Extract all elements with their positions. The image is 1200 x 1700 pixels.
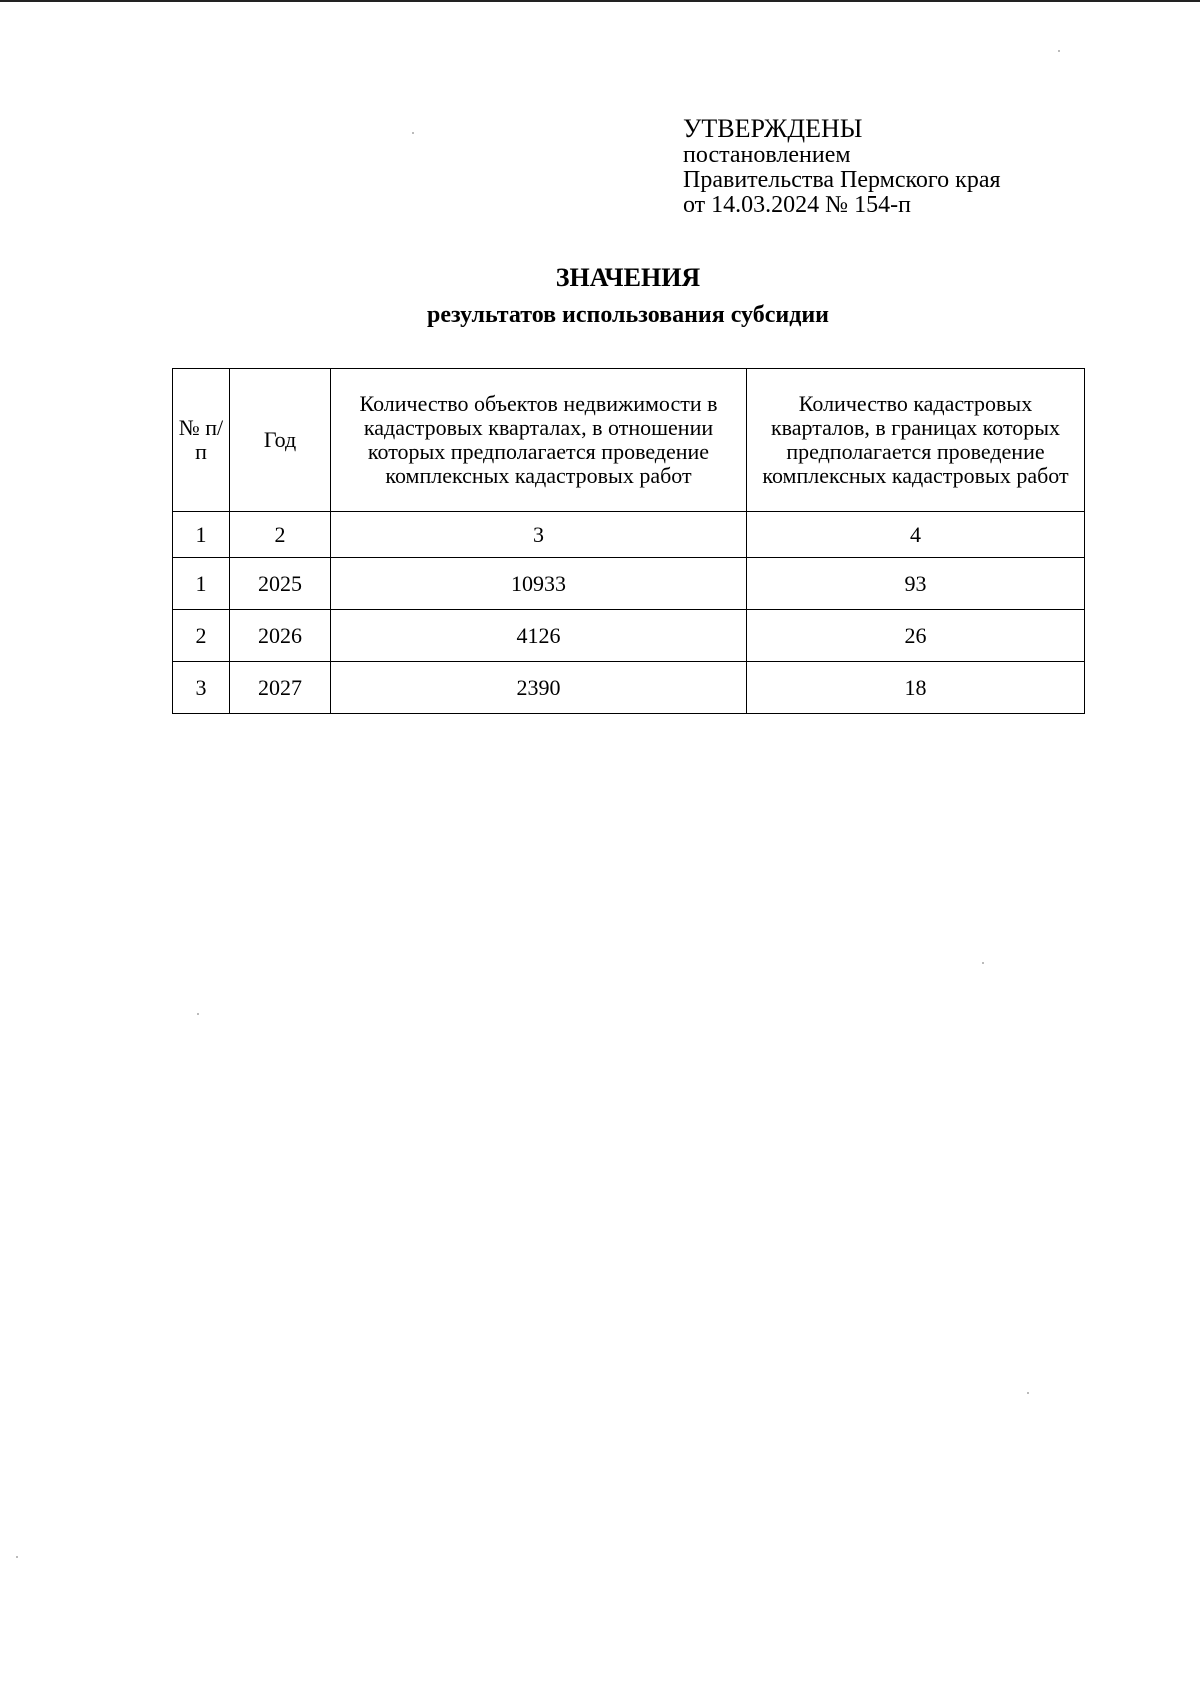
- approval-title: УТВЕРЖДЕНЫ: [683, 114, 863, 143]
- row-objects-cell: 4126: [331, 610, 747, 662]
- approval-line-decree: постановлением: [683, 142, 851, 168]
- scan-speck: [1027, 1392, 1029, 1394]
- document-subtitle: результатов использования субсидии: [426, 302, 830, 328]
- row-objects-cell: 10933: [331, 558, 747, 610]
- scan-speck: [982, 962, 984, 964]
- row-year-cell: 2026: [230, 610, 331, 662]
- table-row: [173, 610, 1085, 662]
- column-number-cell: 3: [331, 512, 747, 558]
- row-quarters-cell: 18: [747, 662, 1085, 714]
- header-year: Год: [230, 369, 331, 512]
- header-quarters-count: Количество кадастровых кварталов, в границах которых предполагается проведение комплексных кадастровых работ: [747, 369, 1085, 512]
- column-number-row: [173, 512, 1085, 558]
- row-number-cell: 1: [173, 558, 230, 610]
- row-year-cell: 2027: [230, 662, 331, 714]
- scan-speck: [412, 132, 414, 134]
- row-year-cell: 2025: [230, 558, 331, 610]
- column-number-cell: 1: [173, 512, 230, 558]
- document-title: ЗНАЧЕНИЯ: [555, 263, 701, 292]
- scan-speck: [1058, 50, 1060, 52]
- approval-line-government: Правительства Пермского края: [683, 167, 1001, 193]
- table-header-row: [173, 369, 1085, 512]
- column-number-cell: 4: [747, 512, 1085, 558]
- row-quarters-cell: 26: [747, 610, 1085, 662]
- subsidy-results-table: [172, 368, 1085, 714]
- row-quarters-cell: 93: [747, 558, 1085, 610]
- header-number: № п/п: [173, 369, 230, 512]
- header-objects-count: Количество объектов недвижимости в кадастровых кварталах, в отношении которых предполагается проведение комплексных кадастровых работ: [331, 369, 747, 512]
- approval-line-date-number: от 14.03.2024 № 154-п: [683, 192, 911, 218]
- scan-speck: [197, 1013, 199, 1015]
- scan-top-edge: [0, 0, 1200, 2]
- row-number-cell: 2: [173, 610, 230, 662]
- table-row: [173, 662, 1085, 714]
- row-objects-cell: 2390: [331, 662, 747, 714]
- approval-stamp: [683, 115, 1001, 218]
- row-number-cell: 3: [173, 662, 230, 714]
- scan-speck: [16, 1556, 18, 1558]
- column-number-cell: 2: [230, 512, 331, 558]
- table-row: [173, 558, 1085, 610]
